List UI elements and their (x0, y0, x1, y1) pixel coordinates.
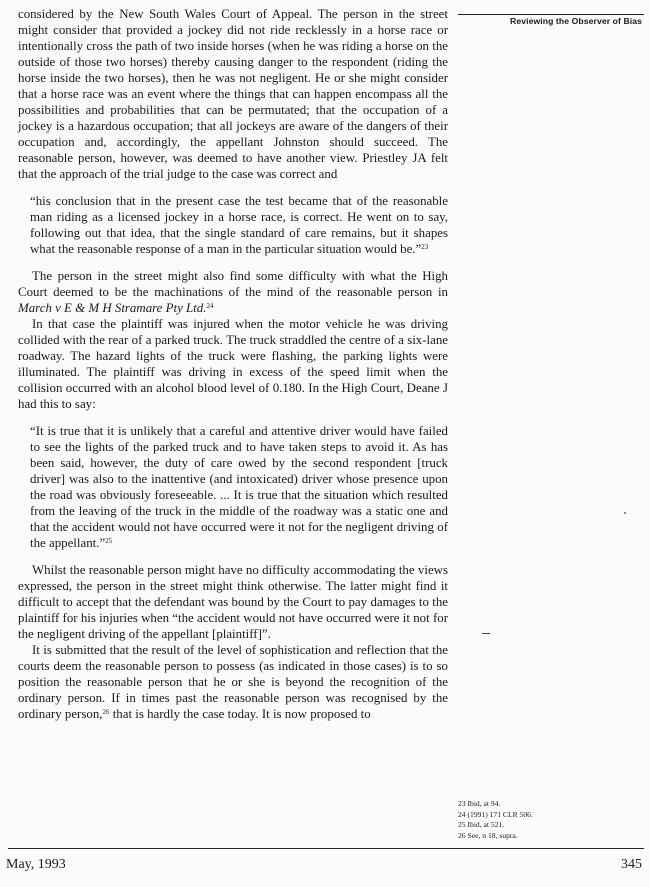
paragraph-5 (18, 642, 448, 722)
footnote-ref-24: 24 (206, 302, 214, 310)
paragraph-5-end: that is hardly the case today. It is now proposed to (109, 707, 371, 721)
margin-mark (482, 633, 490, 634)
quote-2-text: “It is true that it is unlikely that a careful and attentive driver would have failed to see the lights of the parked truck and to have taken steps to avoid it. As has been said, however, the duty of care owed by the second respondent [truck driver] was also to the inattentive (and intoxicated) driver whose presence upon the road was obviously foreseeable. ... It is true that the situation which resulted from the leaving of the truck in the middle of the roadway was a static one and that the accident would not have occurred were it not for the negligent driving of the appellant.” (30, 424, 448, 550)
running-header: Reviewing the Observer of Bias (510, 16, 642, 26)
footnote-24: 24 (1991) 171 CLR 506. (458, 809, 533, 819)
footnote-25: 25 Ibid, at 521. (458, 820, 505, 829)
paragraph-3: In that case the plaintiff was injured when the motor vehicle he was driving collided with the rear of a parked truck. The truck straddled the centre of a six-lane roadway. The hazard lights of the truck were flashing, the parking lights were illuminated. The plaintiff was driving in excess of the speed limit when the collision occurred with an alcohol blood level of 0.180. In the High Court, Deane J had this to say: (18, 317, 448, 411)
block-quote-1 (30, 193, 448, 257)
paragraph-4: Whilst the reasonable person might have no difficulty accommodating the views expressed, the person in the street might think otherwise. The latter might find it difficult to accept that the defendant was bound by the Court to pay damages to the plaintiff for his injuries when “the accident would not have occurred were it not for the negligent driving of the appellant [plaintiff]”. (18, 563, 448, 641)
paragraph-2 (18, 268, 448, 316)
footer-date: May, 1993 (6, 857, 66, 872)
block-quote-2 (30, 423, 448, 551)
footnote-26: 26 See, n 18, supra. (458, 830, 518, 840)
header-rule (458, 14, 644, 15)
footnote-23: 23 Ibid, at 94. (458, 799, 501, 808)
footnote-ref-26: 26 (102, 708, 110, 716)
case-name: March v E & M H Stramare Pty Ltd. (18, 301, 207, 315)
main-text-column (18, 6, 448, 722)
footnote-ref-25: 25 (105, 537, 113, 545)
footnote-ref-23: 23 (421, 243, 429, 251)
quote-1-text: “his conclusion that in the present case the test became that of the reasonable man riding as a licensed jockey in a horse race, is correct. He went on to say, following out that idea, that the single standard of care remains, but it shapes what the reasonable response of a man in the particular situation would be.” (30, 194, 448, 256)
footer-rule (8, 848, 644, 849)
scan-speck (624, 512, 626, 514)
paragraph-1: considered by the New South Wales Court of Appeal. The person in the street might consider that provided a jockey did not ride recklessly in a horse race or intentionally cross the path of two inside horses (when he was riding a horse on the outside of those two horses) thereby causing danger to the respondent (riding the horse inside the two horses), then he was not negligent. He or she might consider that a horse race was an event where the things that can happen encompass all the possibilities and probabilities that can be permutated; that the occupation of a jockey is a hazardous occupation; that all jockeys are aware of the dangers of their occupation and, accordingly, the appellant Johnston should succeed. The reasonable person, however, was deemed to have another view. Priestley JA felt that the approach of the trial judge to the case was correct and (18, 7, 448, 181)
paragraph-5-text: It is submitted that the result of the level of sophistication and reflection that the courts deem the reasonable person to possess (as indicated in those cases) is to so position the reasonable person that he or she is beyond the recognition of the ordinary person. If in times past the reasonable person was recognised by the ordinary person, (18, 643, 448, 721)
page-number: 345 (621, 857, 642, 872)
footnotes (458, 799, 644, 841)
paragraph-2-text: The person in the street might also find some difficulty with what the High Court deemed to be the machinations of the mind of the reasonable person in (18, 269, 448, 299)
